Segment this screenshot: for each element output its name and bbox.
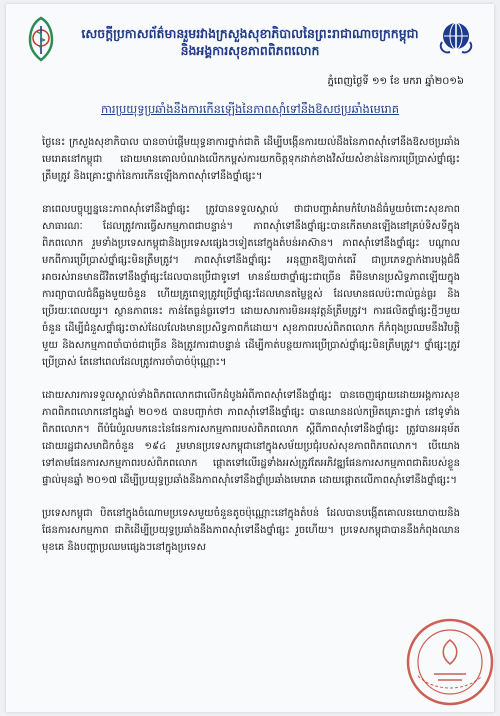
document-title: ការប្រយុទ្ធប្រឆាំងនឹងការកើនឡើងនៃភាពស៊ាំទៅនឹងឱសថប្រឆាំងមេរោគ xyxy=(100,102,400,116)
document-page xyxy=(6,4,494,712)
header-title-line2: និងអង្គការសុខភាពពិភពលោក xyxy=(180,43,320,58)
paragraph: ថ្ងៃនេះ ក្រសួងសុខាភិបាល បានចាប់ផ្តើមយុទ្ធនាការថ្នាក់ជាតិ ដើម្បីបង្កើនការយល់ដឹងនៃភាពស៊ាំទៅនឹងឱសថប្រឆាំងមេរោគនៅកម្ពុជា ដោយមានគោលបំណងលើកកម្ពស់ការយកចិត្តទុកដាក់ខាងវិស័យសំខាន់នៃការប្រើប្រាស់ថ្នាំផ្សះត្រឹមត្រូវ និងគ្រោះថ្នាក់នៃការកើនឡើងភាពស៊ាំទៅនឹងថ្នាំផ្សះ។ xyxy=(42,137,460,182)
paragraph: ប្រទេសកម្ពុជា បិតនៅក្នុងចំណោមប្រទេសមួយចំនួនតូចប៉ុណ្ណោះនៅក្នុងតំបន់ ដែលបានបង្កើតគោលនយោបាយនិងផែនការសកម្មភាព ជាតិដើម្បីប្រយុទ្ធប្រឆាំងនឹងភាពស៊ាំទៅនឹងថ្នាំផ្សះ រួចហើយ។ ប្រទេសកម្ពុជាបាននឹងកំពុងឈានមុខគេ និងបញ្ហាប្រឈមផ្សេងៗនៅក្នុងប្រទេស xyxy=(42,508,460,553)
document-date: ភ្នំពេញថ្ងៃទី ១១ ខែ មករា ឆ្នាំ២០១៦ xyxy=(327,76,464,87)
paragraph: នាពេលបច្ចុប្បន្ននេះភាពស៊ាំទៅនឹងថ្នាំផ្សះ ត្រូវបានទទួលស្គាល់ ថាជាបញ្ហាគំរាមកំហែងដ៏ធំមួយចំពោះសុខភាពសាធារណៈ ដែលត្រូវការធ្វើសកម្មភាពជាបន្ទាន់។ ភាពស៊ាំទៅនឹងថ្នាំផ្សះបានកើតមានឡើងនៅគ្រប់ទិសទីក្នុងពិភពលោក រួមទាំងប្រទេសកម្ពុជានិងប្រទេសផ្សេងៗទៀតនៅក្នុងតំបន់អាស៊ាន។ ភាពស៊ាំទៅនឹងថ្នាំផ្សះ បណ្តាលមកពីការប្រើប្រាស់ថ្នាំផ្សះមិនត្រឹមត្រូវ។ ភាពស៊ាំទៅនឹងថ្នាំផ្សះ អនុញ្ញាតឱ្យបាក់តេរី ជាប្រភេទភ្នាក់ងារបង្កជំងឺ អាចរស់រានមានជីវិតទៅនឹងថ្នាំផ្សះដែលបានប្រើជាទូទៅ មានន័យថាថ្នាំផ្សះជាច្រើន គឺមិនមានប្រសិទ្ធភាពឡើយក្នុងការព្យាបាលជំងឺឆ្លងមួយចំនួន ហើយគ្រូពេទ្យត្រូវប្រើថ្នាំផ្សះដែលមានតម្លៃខ្ពស់ ដែលមានផលប៉ះពាល់ធ្ងន់ធ្ងរ និងប្រើរយៈពេលយូរ។ ស្ថានភាពនេះ កាន់តែធ្ងន់ធ្ងរទៅៗ ដោយសារការមិនអនុវត្តន៍ត្រឹមត្រូវ។ ការផលិតថ្នាំផ្សះថ្មីៗមួយចំនួន ដើម្បីជំនួសថ្នាំផ្សះចាស់ដែលលែងមានប្រសិទ្ធភាពក៏ដោយ។ សុខភាពរបស់ពិភពលោក ក៏កំពុងប្រឈមនឹងវិបត្តិមួយ និងសកម្មភាពចាំបាច់ជាច្រើន និងត្រូវការជាបន្ទាន់ ដើម្បីកាត់បន្ថយការប្រើប្រាស់ថ្នាំផ្សះមិនត្រឹមត្រូវ។ ថ្នាំផ្សះត្រូវប្រើប្រាស់ តែនៅពេលដែលត្រូវការចាំបាច់ប៉ុណ្ណោះ។ xyxy=(42,204,460,368)
document-header xyxy=(6,4,494,87)
who-emblem-icon xyxy=(436,18,476,58)
paragraph: ដោយសារការទទួលស្គាល់ទាំងពិភពលោកជាលើកដំបូងអំពីភាពស៊ាំទៅនឹងថ្នាំផ្សះ បានចេញផ្សាយដោយអង្គការសុខភាពពិភពលោកនៅក្នុងឆ្នាំ ២០១៥ បានបញ្ជាក់ថា ភាពស៊ាំទៅនឹងថ្នាំផ្សះ បានឈានដល់កម្រិតគ្រោះថ្នាក់ នៅទូទាំងពិភពលោក។ ពីបំរែបំរួលមកនេះនៃផែនការសកម្មភាពរបស់ពិភពលោក ស្តីពីភាពស៊ាំទៅនឹងថ្នាំផ្សះ ត្រូវបានអនុម័តដោយរដ្ឋជាសមាជិកចំនួន ១៩៤ រួមមានប្រទេសកម្ពុជានៅក្នុងសម័យប្រជុំរបស់សុខភាពពិភពលោក។ បើយោងទៅតាមផែនការសកម្មភាពរបស់ពិភពលោក ផ្តោតទៅលើរដ្ឋទាំងអស់ត្រូវតែអភិវឌ្ឍផែនការសកម្មភាពជាតិរបស់ខ្លួនផ្ទាល់មុនឆ្នាំ ២០១៧ ដើម្បីប្រយុទ្ធប្រឆាំងនឹងភាពស៊ាំទៅនឹងថ្នាំប្រឆាំងមេរោគ ដោយផ្តោតលើភាពស៊ាំទៅនឹងថ្នាំផ្សះ។ xyxy=(42,390,460,486)
header-title-line1: សេចក្តីប្រកាសព័ត៌មានរួមរវាងក្រសួងសុខាភិបាលនៃព្រះរាជាណាចក្រកម្ពុជា xyxy=(81,26,419,41)
document-body xyxy=(42,134,460,572)
official-seal-stamp-icon xyxy=(404,616,494,708)
